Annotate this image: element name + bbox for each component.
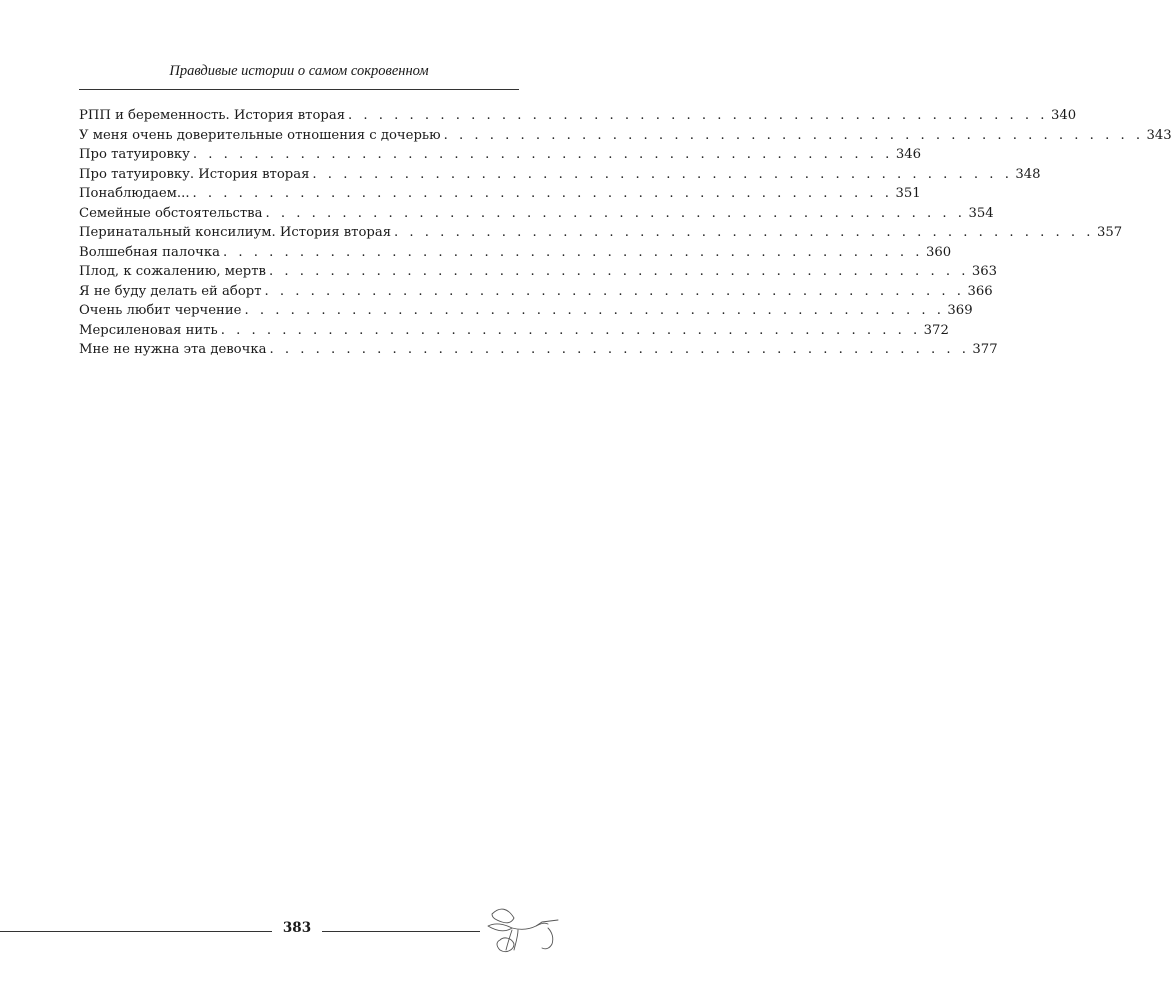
leader-dots: . . . . . . . . . . . . . . . . . . . . . . . . . . . . . . . . . . . . . . . . . . . . . . <box>265 205 966 221</box>
page-number: 383 <box>282 920 312 936</box>
toc-entry-page: 377 <box>972 342 998 357</box>
leader-dots: . . . . . . . . . . . . . . . . . . . . . . . . . . . . . . . . . . . . . . . . . . . . . . <box>192 186 893 201</box>
footer-rule-left <box>0 931 272 932</box>
leader-dots: . . . . . . . . . . . . . . . . . . . . . . . . . . . . . . . . . . . . . . . . . . . . . . <box>443 127 1144 143</box>
toc-entry-title: Про татуировку. История вторая <box>79 166 310 182</box>
toc-entry-title: У меня очень доверительные отношения с дочерью <box>79 127 441 143</box>
header-rule <box>79 89 519 90</box>
leader-dots: . . . . . . . . . . . . . . . . . . . . . . . . . . . . . . . . . . . . . . . . . . . . . . <box>192 147 893 162</box>
leader-dots: . . . . . . . . . . . . . . . . . . . . . . . . . . . . . . . . . . . . . . . . . . . . . . <box>348 108 1048 123</box>
toc-entry-title: Перинатальный консилиум. История вторая <box>79 225 392 240</box>
toc-entry-title: Очень любит черчение <box>79 303 242 318</box>
toc-entry-title: Я не буду делать ей аборт <box>79 283 262 299</box>
toc-entry-title: Волшебная палочка <box>79 244 220 260</box>
toc-entry-title: Семейные обстоятельства <box>79 205 263 221</box>
toc-entry-title: Понаблюдаем... <box>79 186 190 201</box>
toc-entry-page: 372 <box>923 322 949 338</box>
toc-entry-title: Плод, к сожалению, мертв <box>79 264 266 279</box>
leader-dots: . . . . . . . . . . . . . . . . . . . . . . . . . . . . . . . . . . . . . . . . . . . . . . <box>394 225 1094 240</box>
leader-dots: . . . . . . . . . . . . . . . . . . . . . . . . . . . . . . . . . . . . . . . . . . . . . . <box>264 283 965 299</box>
leader-dots: . . . . . . . . . . . . . . . . . . . . . . . . . . . . . . . . . . . . . . . . . . . . . . <box>222 244 923 260</box>
footer-rule-right <box>322 931 480 932</box>
toc-entry[interactable] <box>79 342 998 362</box>
toc-entry[interactable] <box>79 205 994 226</box>
running-head: Правдивые истории о самом сокровенном <box>169 63 429 79</box>
leader-dots: . . . . . . . . . . . . . . . . . . . . . . . . . . . . . . . . . . . . . . . . . . . . . . <box>312 166 1013 182</box>
toc-entry-page: 357 <box>1097 225 1123 240</box>
toc-entry[interactable] <box>79 303 973 323</box>
toc-entry-page: 369 <box>947 303 973 318</box>
toc-entry-page: 366 <box>967 283 993 299</box>
toc-entry[interactable] <box>79 322 949 343</box>
toc-entry[interactable] <box>79 225 1123 245</box>
stork-icon <box>482 900 562 958</box>
toc-entry[interactable] <box>79 108 1077 128</box>
leader-dots: . . . . . . . . . . . . . . . . . . . . . . . . . . . . . . . . . . . . . . . . . . . . . . <box>268 264 969 279</box>
toc-entry-title: Мерсиленовая нить <box>79 322 218 338</box>
toc-entry[interactable] <box>79 283 993 304</box>
toc-entry-title: РПП и беременность. История вторая <box>79 108 346 123</box>
toc-entry-page: 360 <box>925 244 952 260</box>
toc-entry[interactable] <box>79 166 1041 187</box>
toc-entry-title: Мне не нужна эта девочка <box>79 342 267 357</box>
toc-entry[interactable] <box>79 186 921 206</box>
leader-dots: . . . . . . . . . . . . . . . . . . . . . . . . . . . . . . . . . . . . . . . . . . . . . . <box>244 303 945 318</box>
toc-entry-page: 343 <box>1146 127 1172 143</box>
leader-dots: . . . . . . . . . . . . . . . . . . . . . . . . . . . . . . . . . . . . . . . . . . . . . . <box>269 342 970 357</box>
toc-entry-page: 354 <box>968 205 994 221</box>
toc-entry[interactable] <box>79 264 998 284</box>
toc-entry-page: 348 <box>1015 166 1041 182</box>
table-of-contents <box>79 108 1172 362</box>
toc-entry-page: 340 <box>1050 108 1077 123</box>
toc-entry-page: 346 <box>895 147 922 162</box>
toc-entry[interactable] <box>79 127 1172 148</box>
toc-entry-title: Про татуировку <box>79 147 190 162</box>
toc-entry-page: 363 <box>971 264 998 279</box>
leader-dots: . . . . . . . . . . . . . . . . . . . . . . . . . . . . . . . . . . . . . . . . . . . . . . <box>220 322 921 338</box>
toc-entry-page: 351 <box>895 186 921 201</box>
toc-entry[interactable] <box>79 147 922 167</box>
toc-entry[interactable] <box>79 244 952 265</box>
